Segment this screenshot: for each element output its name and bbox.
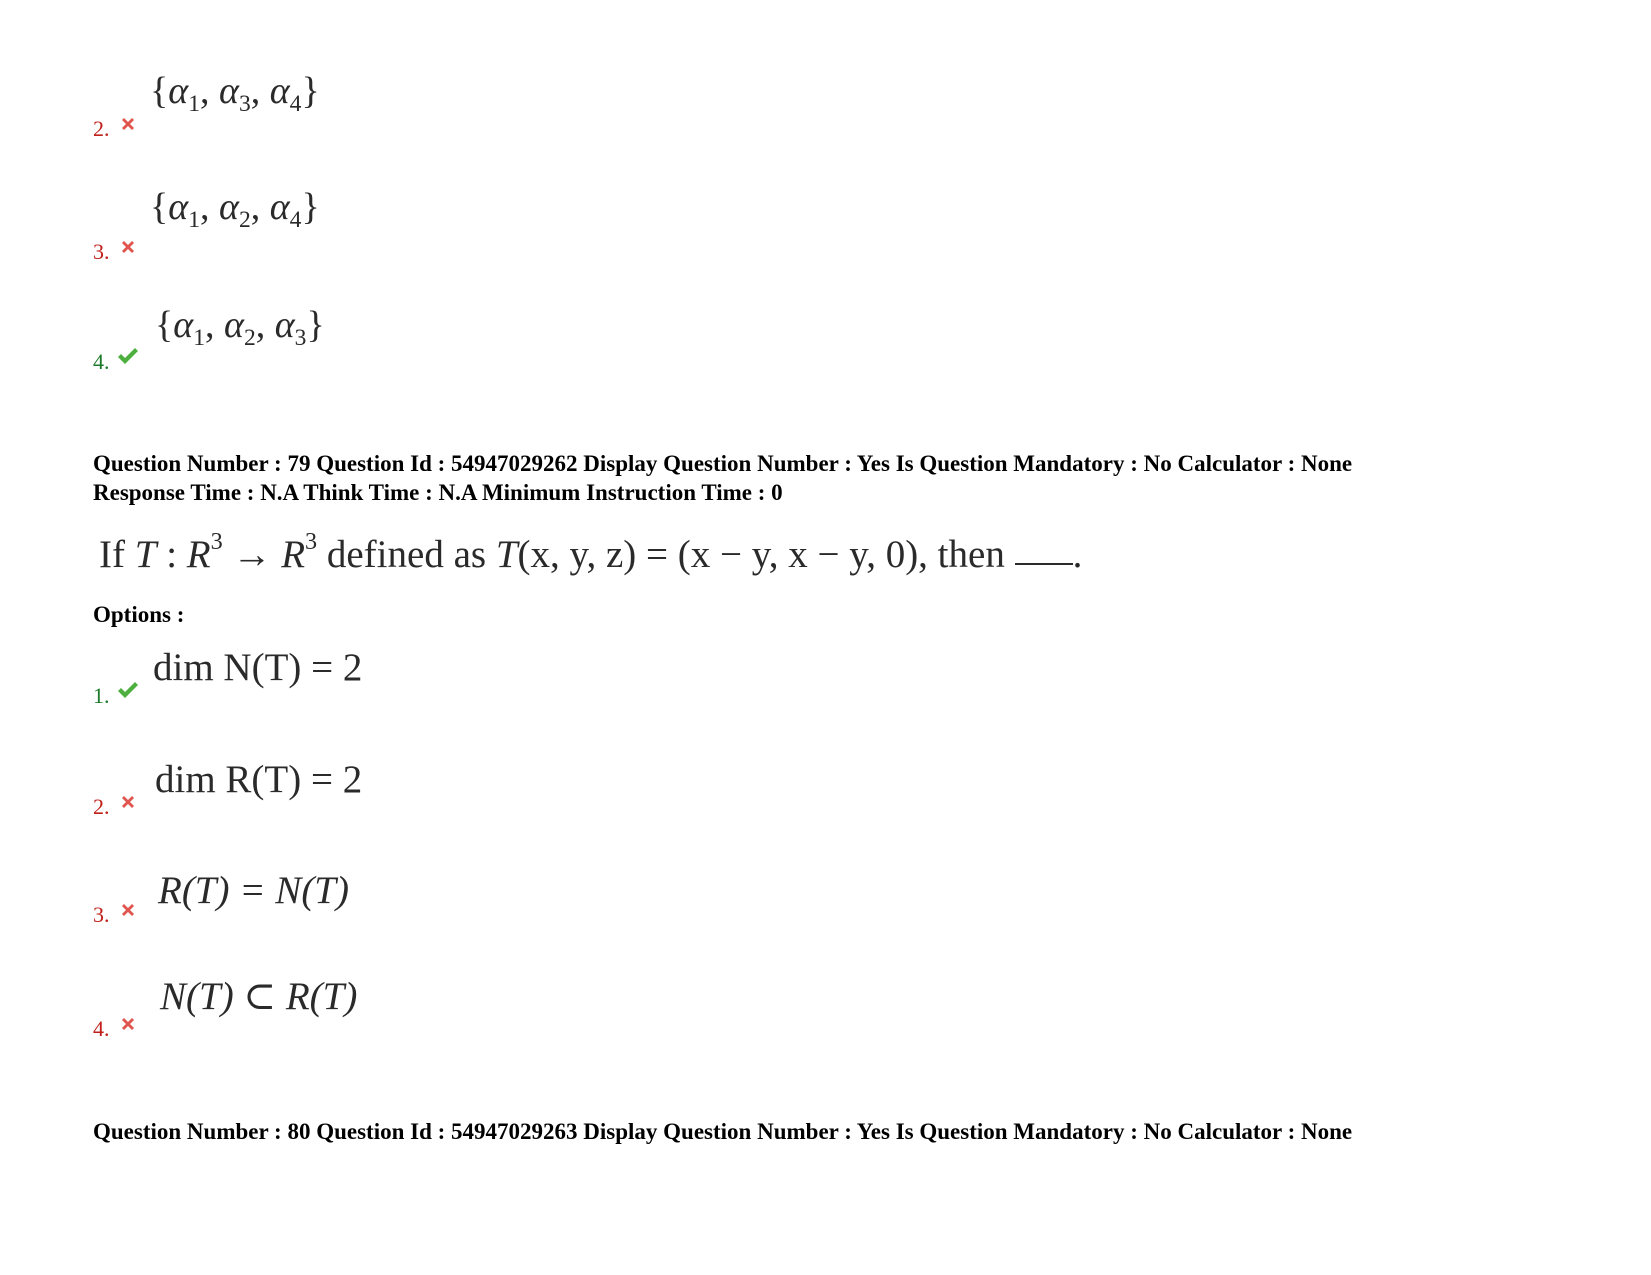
question-meta-line1: Question Number : 80 Question Id : 54947029263 Display Question Number : Yes Is Question Mandatory : No Calculator : None — [93, 1119, 1353, 1144]
option-math: {$\alpha_1$, $\alpha_2$, $\alpha_3$} — [155, 304, 325, 352]
option-math: dim R(T) = 2 — [155, 758, 363, 801]
option-math: R(T) = N(T) — [158, 869, 349, 912]
option-number: 1. — [93, 683, 110, 708]
cross-icon — [118, 900, 138, 925]
option-number: 3. — [93, 239, 110, 264]
question-meta — [93, 1117, 1352, 1146]
option-number: 2. — [93, 794, 110, 819]
cross-icon — [118, 237, 138, 262]
answer-blank — [1015, 563, 1073, 565]
question-meta-line1: Question Number : 79 Question Id : 54947029262 Display Question Number : Yes Is Question Mandatory : No Calculator : None — [93, 451, 1353, 476]
option-math: {$\alpha_1$, $\alpha_2$, $\alpha_4$} — [150, 186, 320, 234]
option-number: 4. — [93, 349, 110, 374]
cross-icon — [118, 1014, 138, 1039]
option-math: dim N(T) = 2 — [153, 646, 363, 689]
check-icon — [116, 680, 140, 705]
question-stem: If T : $R^3 \to R^3$ defined as T(x, y, z) = (x − y, x − y, 0), then . — [99, 528, 1083, 577]
option-number: 3. — [93, 902, 110, 927]
question-meta — [93, 449, 1352, 507]
cross-icon — [118, 114, 138, 139]
option-number: 2. — [93, 116, 110, 141]
question-meta-line2: Response Time : N.A Think Time : N.A Minimum Instruction Time : 0 — [93, 480, 783, 505]
check-icon — [116, 346, 140, 371]
cross-icon — [118, 792, 138, 817]
option-math: {$\alpha_1$, $\alpha_3$, $\alpha_4$} — [150, 70, 320, 118]
option-number: 4. — [93, 1016, 110, 1041]
options-label: Options : — [93, 602, 185, 627]
option-math: N(T) ⊂ R(T) — [160, 975, 358, 1018]
